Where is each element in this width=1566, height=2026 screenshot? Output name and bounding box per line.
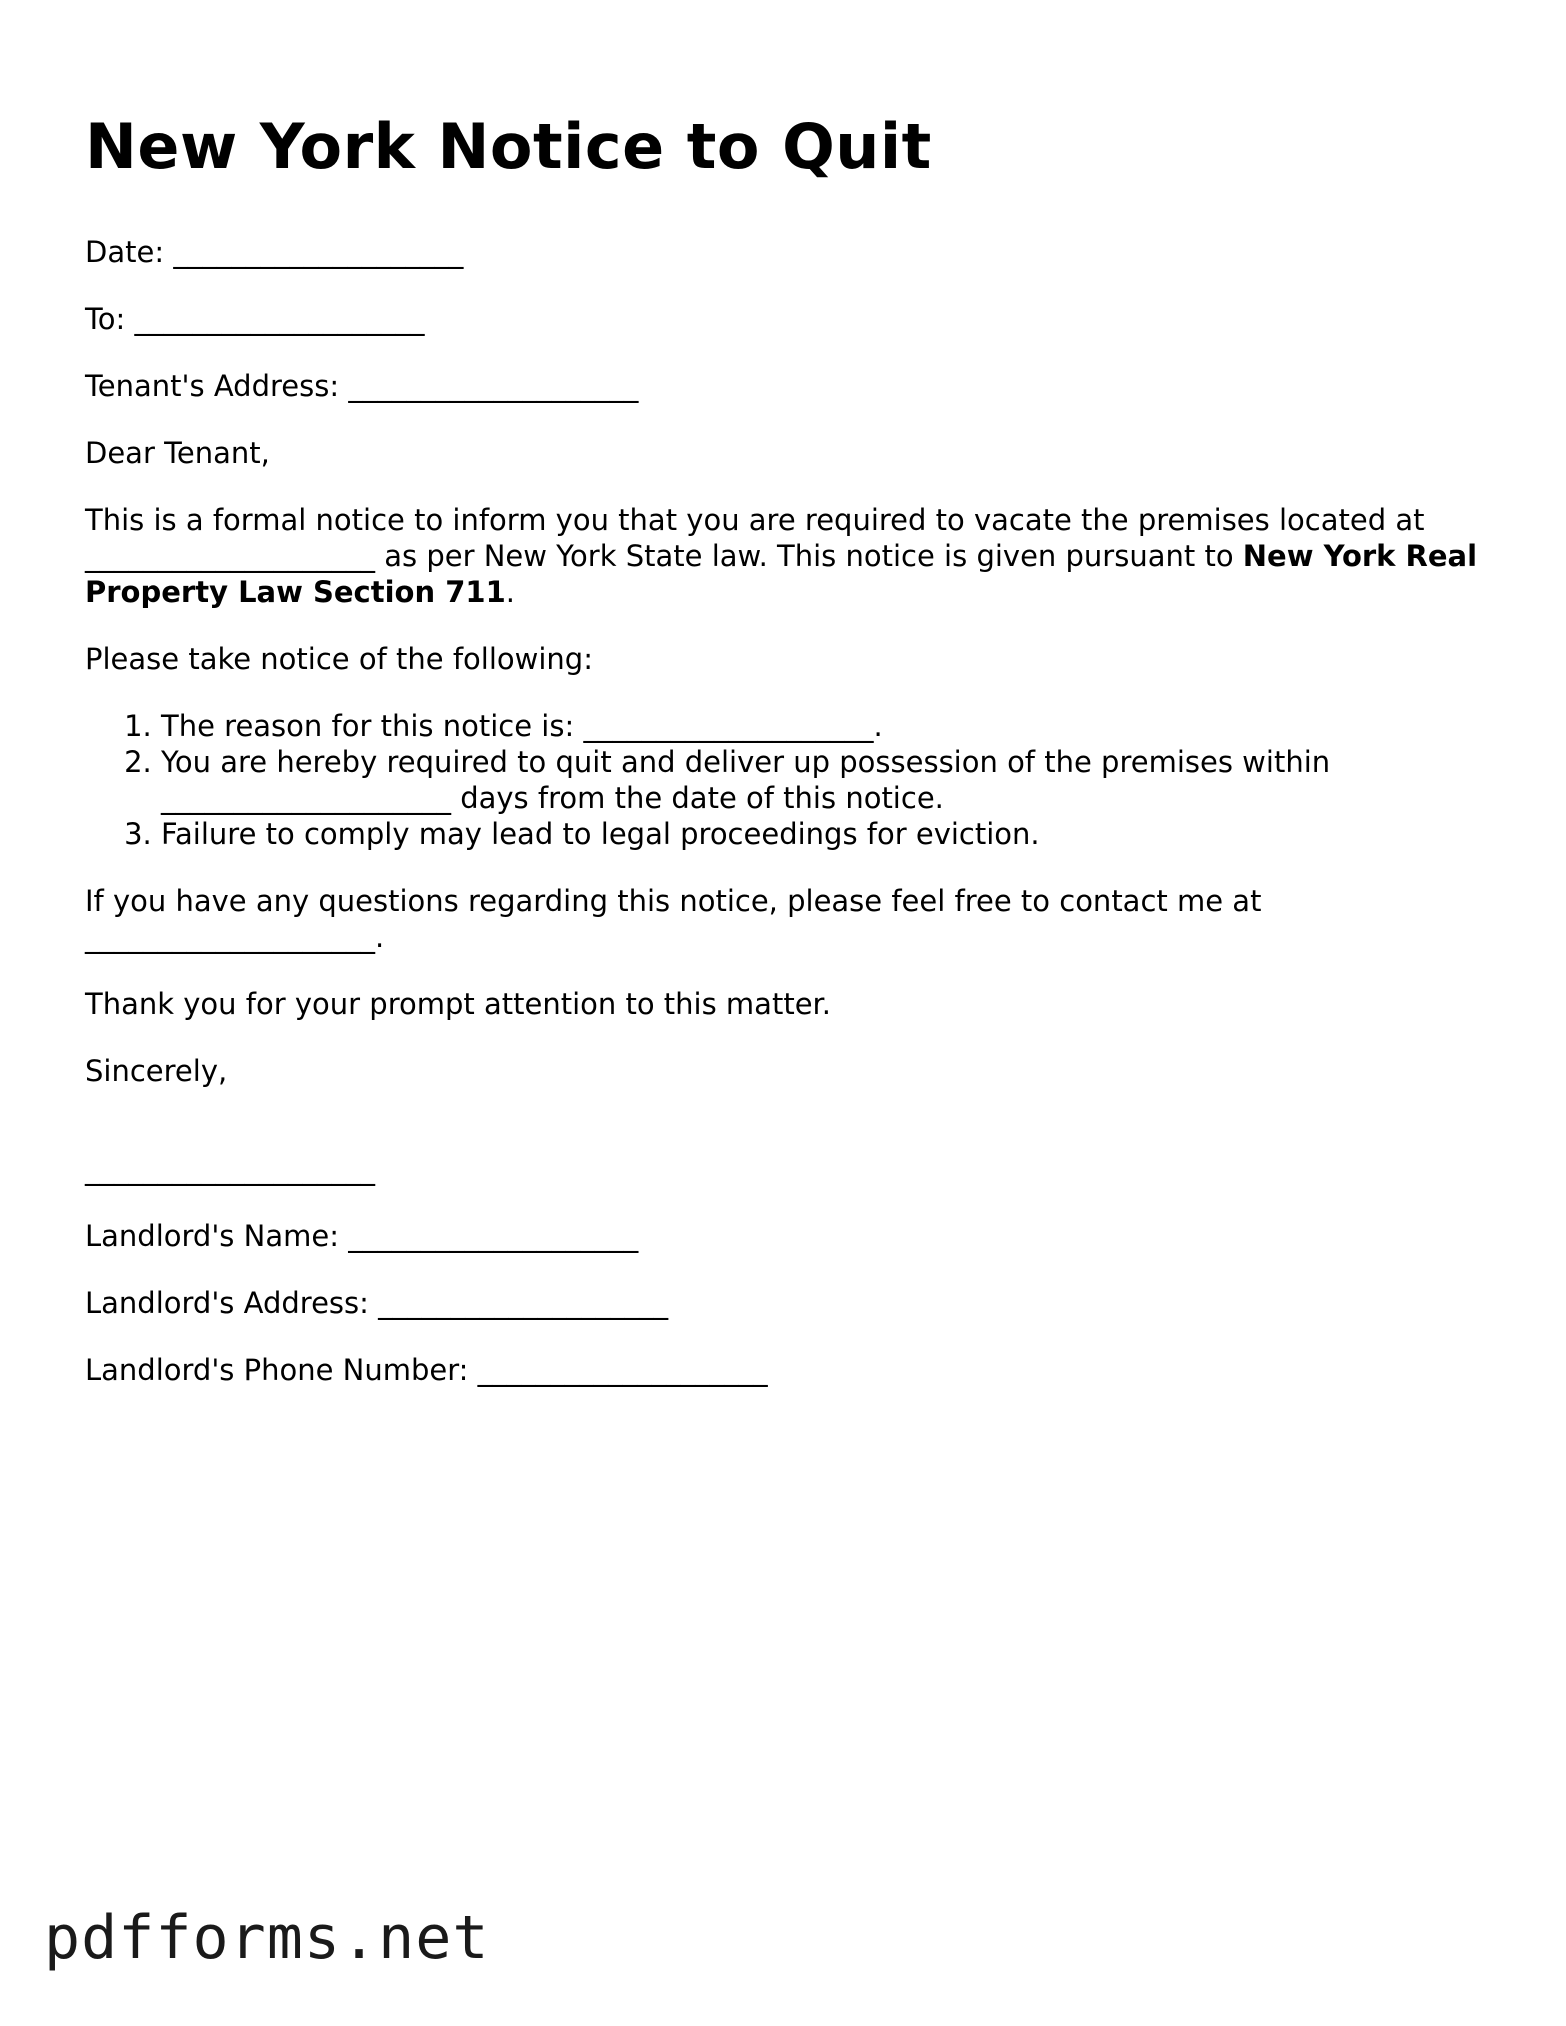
- list-item: [161, 744, 1485, 816]
- contact-paragraph: [85, 883, 1485, 955]
- reason-blank[interactable]: ____________________: [583, 709, 874, 743]
- landlord-address-label: Landlord's Address:: [85, 1286, 369, 1320]
- landlord-name-label: Landlord's Name:: [85, 1219, 339, 1253]
- item-2-text: You are hereby required to quit and deliver up possession of the premises within: [161, 745, 1331, 779]
- intro-text-1: This is a formal notice to inform you that you are required to vacate the premises located at: [85, 503, 1425, 537]
- tenant-address-field: [85, 368, 1485, 404]
- closing: Sincerely,: [85, 1054, 228, 1088]
- item-2-end: days from the date of this notice.: [460, 781, 944, 815]
- contact-end: .: [375, 920, 385, 954]
- date-label: Date:: [85, 235, 165, 269]
- to-label: To:: [85, 302, 126, 336]
- date-blank[interactable]: ____________________: [173, 235, 464, 269]
- contact-blank[interactable]: ____________________: [85, 920, 375, 954]
- date-field: [85, 234, 1485, 270]
- tenant-address-blank[interactable]: ____________________: [348, 369, 639, 403]
- item-1-text: The reason for this notice is:: [161, 709, 575, 743]
- notice-document: [85, 108, 1485, 1419]
- landlord-phone-blank[interactable]: ____________________: [477, 1353, 768, 1387]
- salutation: Dear Tenant,: [85, 436, 270, 470]
- landlord-phone-field: [85, 1352, 1485, 1388]
- list-item: [161, 816, 1485, 852]
- intro-text-2: as per New York State law. This notice is given pursuant to: [384, 539, 1234, 573]
- thanks-line: Thank you for your prompt attention to this matter.: [85, 987, 832, 1021]
- item-3-text: Failure to comply may lead to legal proceedings for eviction.: [161, 817, 1040, 851]
- landlord-name-blank[interactable]: ____________________: [348, 1219, 639, 1253]
- landlord-phone-label: Landlord's Phone Number:: [85, 1353, 469, 1387]
- landlord-address-field: [85, 1285, 1485, 1321]
- watermark: pdfforms.net: [44, 1903, 490, 1973]
- contact-text: If you have any questions regarding this notice, please feel free to contact me at: [85, 884, 1262, 918]
- signature-line: [85, 1151, 1485, 1187]
- notice-lead: Please take notice of the following:: [85, 642, 593, 676]
- intro-end: .: [505, 575, 515, 609]
- item-1-end: .: [873, 709, 883, 743]
- landlord-name-field: [85, 1218, 1485, 1254]
- intro-paragraph: [85, 502, 1485, 610]
- to-field: [85, 301, 1485, 337]
- days-blank[interactable]: ____________________: [161, 781, 451, 815]
- law-reference: New York Real Property Law Section 711: [85, 539, 1478, 609]
- list-item: [161, 708, 1485, 744]
- tenant-address-label: Tenant's Address:: [85, 369, 340, 403]
- premises-blank[interactable]: ____________________: [85, 539, 375, 573]
- to-blank[interactable]: ____________________: [134, 302, 425, 336]
- page-title: New York Notice to Quit: [85, 110, 932, 183]
- signature-blank[interactable]: ____________________: [85, 1152, 375, 1186]
- notice-list: [85, 708, 1485, 852]
- landlord-address-blank[interactable]: ____________________: [378, 1286, 669, 1320]
